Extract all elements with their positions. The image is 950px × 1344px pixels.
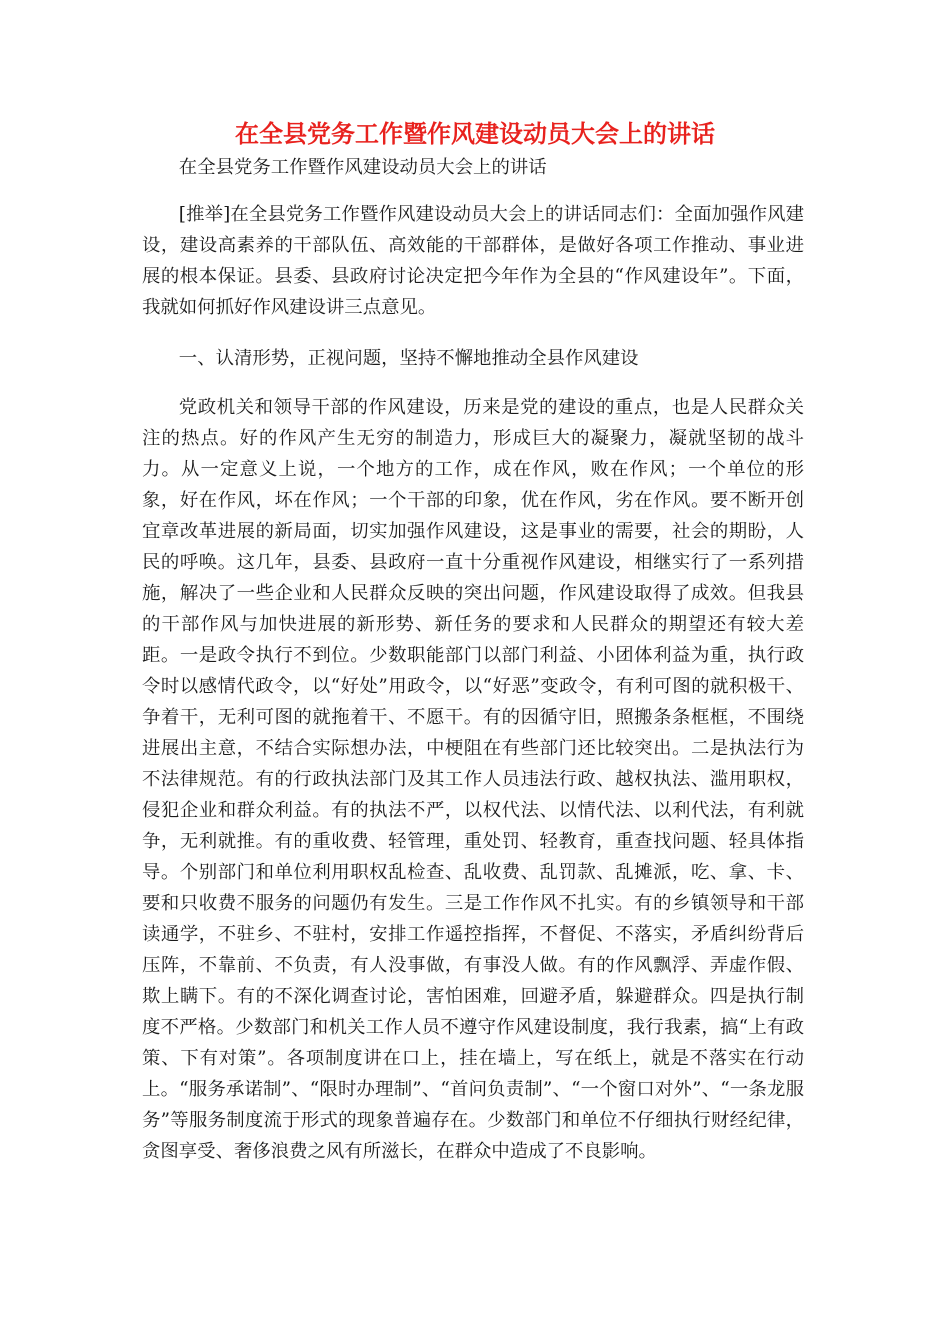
document-title: 在全县党务工作暨作风建设动员大会上的讲话 (235, 120, 715, 148)
document-body (142, 152, 804, 1167)
body-paragraph: 党政机关和领导干部的作风建设，历来是党的建设的重点，也是人民群众关注的热点。好的作风产生无穷的制造力，形成巨大的凝聚力，凝就坚韧的战斗力。从一定意义上说，一个地方的工作，成在作风，败在作风；一个单位的形象，好在作风，坏在作风；一个干部的印象，优在作风，劣在作风。要不断开创宜章改革进展的新局面，切实加强作风建设，这是事业的需要，社会的期盼，人民的呼唤。这几年，县委、县政府一直十分重视作风建设，相继实行了一系列措施，解决了一些企业和人民群众反映的突出问题，作风建设取得了成效。但我县的干部作风与加快进展的新形势、新任务的要求和人民群众的期望还有较大差距。一是政令执行不到位。少数职能部门以部门利益、小团体利益为重，执行政令时以感情代政令，以“好处”用政令，以“好恶”变政令，有利可图的就积极干、争着干，无利可图的就拖着干、不愿干。有的因循守旧，照搬条条框框，不围绕进展出主意，不结合实际想办法，中梗阻在有些部门还比较突出。二是执法行为不法律规范。有的行政执法部门及其工作人员违法行政、越权执法、滥用职权，侵犯企业和群众利益。有的执法不严，以权代法、以情代法、以利代法，有利就争，无利就推。有的重收费、轻管理，重处罚、轻教育，重查找问题、轻具体指导。个别部门和单位利用职权乱检查、乱收费、乱罚款、乱摊派，吃、拿、卡、要和只收费不服务的问题仍有发生。三是工作作风不扎实。有的乡镇领导和干部读通学，不驻乡、不驻村，安排工作遥控指挥，不督促、不落实，矛盾纠纷背后压阵，不靠前、不负责，有人没事做，有事没人做。有的作风飘浮、弄虚作假、欺上瞒下。有的不深化调查讨论，害怕困难，回避矛盾，躲避群众。四是执行制度不严格。少数部门和机关工作人员不遵守作风建设制度，我行我素，搞“上有政策、下有对策”。各项制度讲在口上，挂在墙上，写在纸上，就是不落实在行动上。“服务承诺制”、“限时办理制”、“首问负责制”、“一个窗口对外”、“一条龙服务”等服务制度流于形式的现象普遍存在。少数部门和单位不仔细执行财经纪律，贪图享受、奢侈浪费之风有所滋长，在群众中造成了不良影响。 (142, 397, 804, 1162)
section-heading: 一、认清形势，正视问题，坚持不懈地推动全县作风建设 (178, 348, 639, 369)
intro-paragraph: [推举]在全县党务工作暨作风建设动员大会上的讲话同志们：全面加强作风建设，建设高素养的干部队伍、高效能的干部群体，是做好各项工作推动、事业进展的根本保证。县委、县政府讨论决定把今年作为全县的“作风建设年”。下面，我就如何抓好作风建设讲三点意见。 (142, 204, 804, 318)
document-subtitle: 在全县党务工作暨作风建设动员大会上的讲话 (178, 157, 547, 178)
